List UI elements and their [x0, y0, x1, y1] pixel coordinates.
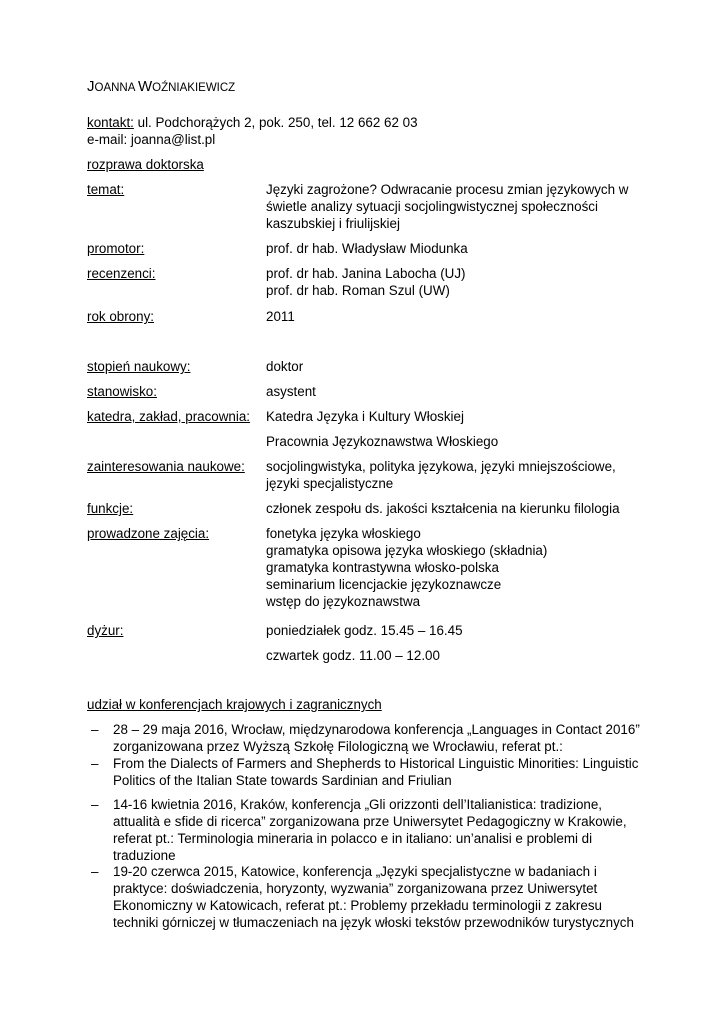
- interests-label: zainteresowania naukowe:: [87, 459, 245, 474]
- contact-line: [87, 115, 418, 131]
- courses-label: prowadzone zajęcia:: [87, 526, 210, 541]
- functions-label: funkcje:: [87, 501, 134, 516]
- conference-line: traduzione: [113, 848, 176, 863]
- conference-line: Politics of the Italian State towards Sardinian and Friulian: [113, 773, 452, 788]
- functions-value: członek zespołu ds. jakości kształcenia na kierunku filologia: [266, 501, 620, 516]
- email-line: e-mail: joanna@list.pl: [87, 132, 216, 147]
- topic-line: świetle analizy sytuacji socjolingwistycznej społeczności: [266, 199, 598, 214]
- conference-line: referat pt.: Terminologia mineraria in polacco e in italiano: un’analisi e problemi di: [113, 831, 593, 846]
- unit-value: Katedra Języka i Kultury Włoskiej: [266, 409, 464, 424]
- interests-value: języki specjalistyczne: [266, 476, 394, 491]
- thesis-heading: rozprawa doktorska: [87, 157, 204, 172]
- topic-line: Języki zagrożone? Odwracanie procesu zmian językowych w: [266, 182, 629, 197]
- duty-hours: czwartek godz. 11.00 – 12.00: [266, 648, 440, 663]
- duty-label: dyżur:: [87, 623, 124, 638]
- course-item: gramatyka kontrastywna włosko-polska: [266, 560, 499, 575]
- defense-year: 2011: [266, 309, 295, 324]
- dash-bullet: –: [91, 722, 99, 737]
- dash-bullet: –: [91, 797, 99, 812]
- conference-line: zorganizowana przez Wyższą Szkołę Filologiczną we Wrocławiu, referat pt.:: [113, 739, 563, 754]
- contact-label: kontakt:: [87, 115, 134, 130]
- course-item: wstęp do językoznawstwa: [266, 594, 421, 609]
- dash-bullet: –: [91, 756, 99, 771]
- conference-line: attualità e sfide di ricerca” zorganizowana prze Uniwersytet Pedagogiczny w Krakowie,: [113, 814, 627, 829]
- degree-value: doktor: [266, 359, 304, 374]
- degree-label: stopień naukowy:: [87, 359, 191, 374]
- topic-line: kaszubskiej i friulijskiej: [266, 216, 400, 231]
- conference-line: praktyce: doświadczenia, horyzonty, wyzwania” zorganizowana przez Uniwersytet: [113, 881, 598, 896]
- conference-line: Ekonomiczny w Katowicach, referat pt.: Problemy przekładu terminologii z zakresu: [113, 898, 602, 913]
- course-item: gramatyka opisowa języka włoskiego (składnia): [266, 543, 548, 558]
- conferences-heading: udział w konferencjach krajowych i zagranicznych: [87, 697, 382, 712]
- course-item: seminarium licencjackie językoznawcze: [266, 577, 502, 592]
- course-item: fonetyka języka włoskiego: [266, 526, 421, 541]
- topic-label: temat:: [87, 182, 125, 197]
- person-name: JOANNA WOŹNIAKIEWICZ: [87, 78, 236, 95]
- promotor-value: prof. dr hab. Władysław Miodunka: [266, 241, 468, 256]
- conference-line: techniki górniczej w tłumaczeniach na język włoski tekstów przewodników turystycznych: [113, 915, 634, 930]
- interests-value: socjolingwistyka, polityka językowa, języki mniejszościowe,: [266, 459, 616, 474]
- reviewer: prof. dr hab. Roman Szul (UW): [266, 283, 450, 298]
- position-value: asystent: [266, 384, 316, 399]
- cv-page: JOANNA WOŹNIAKIEWICZ kontakt: ul. Podchorążych 2, pok. 250, tel. 12 662 62 03 e-mail: joanna@list.pl rozprawa doktorska temat: Języki zagrożone? Odwracanie procesu zmian językowych w świetle analizy sytuacji socjolingwistycznej społeczności kaszubskiej i friulijskiej promotor: prof. dr hab. Władysław Miodunka recenzenci: prof. dr hab. Janina Labocha (UJ) prof. dr hab. Roman Szul (UW) rok obrony: 2011 stopień naukowy: doktor stanowisko: asystent katedra, zakład, pracownia: Katedra Języka i Kultury Włoskiej Pracownia Językoznawstwa Włoskiego zainteresowania naukowe: socjolingwistyka, polityka językowa, języki mniejszościowe, języki specjalistyczne funkcje: członek zespołu ds. jakości kształcenia na kierunku filologia prowadzone zajęcia: fonetyka języka włoskiego gramatyka opisowa języka włoskiego (składnia) gramatyka kontrastywna włosko-polska seminarium licencjackie językoznawcze wstęp do językoznawstwa dyżur: poniedziałek godz. 15.45 – 16.45 czwartek godz. 11.00 – 12.00 udział w konferencjach krajowych i zagranicznych – 28 – 29 maja 2016, Wrocław, międzynarodowa konferencja „Languages in Contact 2016” zorganizowana przez Wyższą Szkołę Filologiczną we Wrocławiu, referat pt.: – From the Dialects of Farmers and Shepherds to Historical Linguistic Minorities: Linguistic Politics of the Italian State towards Sardinian and Friulian – 14-16 kwietnia 2016, Kraków, konferencja „Gli orizzonti dell’Italianistica: tradizione, attualità e sfide di ricerca” zorganizowana prze Uniwersytet Pedagogiczny w Krakowie, referat pt.: Terminologia mineraria in polacco e in italiano: un’analisi e problemi di traduzione – 19-20 czerwca 2015, Katowice, konferencja „Języki specjalistyczne w badaniach i praktyce: doświadczenia, horyzonty, wyzwania” zorganizowana przez Uniwersytet Ekonomiczny w Katowicach, referat pt.: Problemy przekładu terminologii z zakresu techniki górniczej w tłumaczeniach na język włoski tekstów przewodników turystycznych: [87, 78, 640, 930]
- duty-hours: poniedziałek godz. 15.45 – 16.45: [266, 623, 463, 638]
- unit-label: katedra, zakład, pracownia:: [87, 409, 251, 424]
- defense-year-label: rok obrony:: [87, 309, 154, 324]
- reviewers-label: recenzenci:: [87, 266, 156, 281]
- dash-bullet: –: [91, 864, 99, 879]
- unit-value: Pracownia Językoznawstwa Włoskiego: [266, 434, 499, 449]
- position-label: stanowisko:: [87, 384, 157, 399]
- contact-value: ul. Podchorążych 2, pok. 250, tel. 12 662 62 03: [133, 115, 418, 130]
- reviewer: prof. dr hab. Janina Labocha (UJ): [266, 266, 466, 281]
- promotor-label: promotor:: [87, 241, 145, 256]
